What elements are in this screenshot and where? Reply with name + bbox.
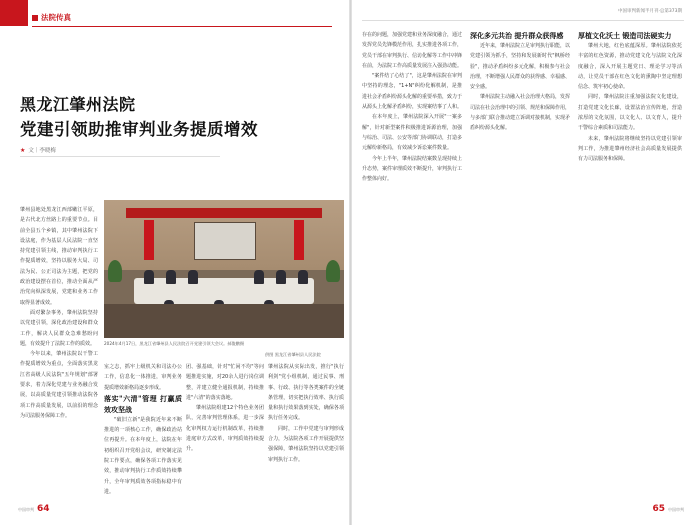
paragraph: 肇州法院组建12个特色业务团队，完善审判管理体系，进一步深化审判权力运行机制改革，持续推进庭审方式改革，审判质效持续提升。	[186, 405, 264, 453]
right-column-2	[470, 30, 570, 500]
subheading: 落实"六清"管理 打赢质效攻坚战	[104, 393, 182, 414]
left-column-4	[268, 362, 344, 500]
paragraph: "破旧立新"是我院近年来不断推进的一项核心工作，确保政治站位再提升。在本年度上，法院在年初组织召开党组会议，研究制定法院工作要点，确保各项工作落实见效，推动审判执行工作质效持续攀升，全年审判质效各项指标稳中有进。	[104, 416, 182, 495]
subheading: 厚植文化沃土 锻造司法硬实力	[578, 31, 672, 40]
paragraph: 未来，肇州法院将继续坚持以党建引领审判工作，为推进肇州经济社会高质量发展提供有力司法服务和保障。	[578, 135, 682, 163]
subheading: 深化多元共治 提升群众获得感	[470, 31, 564, 40]
star-icon: ★	[20, 147, 26, 154]
paragraph: 面对繁杂事务，肇州法院坚持以党建引领，深化政治建设和群众工作，解决人民群众急难愁盼问题，有效提升了法院工作的质效。	[20, 309, 98, 347]
red-banner	[126, 208, 322, 218]
article-author	[20, 146, 56, 154]
square-bullet-icon	[32, 15, 38, 21]
magazine-name: 中国审判	[18, 507, 34, 512]
paragraph: 肇州法院从实际出发，推行"执行利剑"党小组机制，通过民事、刑事、行政、执行等各类案件的全链条管理，切实把执行效率、执行质量和执行效果落到实处，确保各项执行任务完成。	[268, 364, 344, 422]
running-head: 中国审判新闻半月刊·总第373期	[617, 9, 682, 14]
page-number: 64	[37, 504, 50, 514]
article-title	[20, 92, 340, 142]
paragraph: 今年上半年，肇州法院结案数呈现持续上升态势，案件审理质效不断提升，审判执行工作整体向好。	[362, 155, 462, 183]
article-title-line2: 党建引领助推审判业务提质增效	[20, 120, 258, 139]
photo-caption: 2024年4月17日，黑龙江省肇州县人民法院召开党建引领大会议。郝俊鹏摄	[104, 341, 245, 346]
paragraph: 室之志，抓牢上级机关和司法办公工作，信息化一体推进，审判业务提质增效新格局逐步形成。	[104, 364, 182, 391]
paragraph: "案件结了心结了"，这是肇州法院在审判中坚持的理念，"1+N"纠纷化解机制，是推进社会矛盾纠纷源头化解的重要举措，致力于从源头上化解矛盾纠纷，实现案结事了人和。	[362, 73, 462, 111]
section-label-text: 法院传真	[41, 13, 71, 22]
paragraph: 肇州大地，红色底蕴深厚。肇州法院依托丰富的红色资源，推动党建文化与法院文化深度融合，深入开展主题党日、理论学习等活动，让党员干部在红色文化的熏陶中坚定理想信念、筑牢初心使命。	[578, 43, 682, 91]
flag	[144, 220, 154, 260]
paragraph: 在本年度上，肇州法院深入开展"一案多解"，针对新型案件积极推进诉源治理，加强与综治、司法、公安等部门协调联动，打造多元解纷新格局，有效减少诉讼案件数量。	[362, 114, 462, 152]
paragraph: 同时，工作中党建与审判形成合力，为法院各项工作开展提供坚强保障，肇州法院坚持以党建引领审判执行工作。	[268, 425, 344, 463]
left-page	[0, 0, 349, 525]
left-column-1	[20, 205, 98, 500]
running-head-divider	[362, 20, 684, 21]
left-column-3	[186, 362, 264, 500]
left-folio	[18, 504, 50, 514]
paragraph: 肇州法院主动融入社会治理大格局，发挥司法在社会治理中的引领、规范和保障作用，与多部门联合推动建立诉调对接机制，实现矛盾纠纷源头化解。	[470, 94, 570, 132]
photo-credit: 供图 黑龙江省肇州县人民法院	[265, 352, 321, 357]
conference-table	[134, 278, 314, 304]
projection-screen	[194, 222, 256, 260]
paragraph: 近年来，肇州法院立足审判执行职能，以党建引领为抓手，坚持和发展新时代"枫桥经验"，推动矛盾纠纷多元化解，积极参与社会治理，不断增强人民群众的获得感、幸福感、安全感。	[470, 43, 570, 91]
flag	[294, 220, 304, 260]
magazine-name: 中国审判	[668, 507, 684, 512]
paragraph: 团、强基础，针对"忙闲不均"等问题推进实施，对20余人进行岗位调整，并建立健全通报机制，持续推进"六清"的落实落地。	[186, 364, 264, 401]
section-corner-mark	[0, 0, 28, 26]
meeting-photo	[104, 200, 344, 338]
right-page	[352, 0, 700, 525]
right-folio	[652, 504, 684, 514]
paragraph: 肇州县地处黑龙江西部嫩江平原，是古代北方丝路上的重要节点。目前全县五个乡镇，其中肇州法院下设法庭，作为基层人民法院一直坚持党建引领主线，推动审判执行工作提质增效，坚持以服务大局、司法为民、公正司法为主题，把党的政治建设摆在首位，推动全面从严治党向纵深发展，党建和业务工作取得显著成效。	[20, 207, 98, 306]
page-number: 65	[652, 504, 665, 514]
paragraph: 存在的问题，加强党建和业务深度融合，通过发挥党员先锋模范作用，扎实推进各项工作，党员干部在审判执行、信访化解等工作中冲锋在前，为法院工作高质量发展注入强劲动能。	[362, 32, 462, 69]
author-divider	[20, 156, 220, 157]
left-column-2	[104, 362, 182, 500]
section-divider	[32, 26, 332, 27]
section-label	[32, 12, 71, 23]
paragraph: 今年以来，肇州法院以干警工作提质增效为重点，全面落实黑龙江省高级人民法院"五年规划"部署要求，着力深化党建与业务融合发展，以高质量党建引领推动法院各项工作高质量发展，以前沿的理念为司法服务保障工作。	[20, 351, 98, 419]
paragraph: 同时，肇州法院注重加强法院文化建设，打造党建文化长廊，设置法治宣传阵地，营造浓厚的文化氛围，以文化人、以文育人，提升干警综合素质和司法能力。	[578, 94, 682, 132]
right-column-1	[362, 30, 462, 500]
right-column-3	[578, 30, 682, 500]
author-text: 文｜李晓梅	[28, 148, 56, 154]
article-title-line1: 黑龙江肇州法院	[20, 95, 136, 114]
